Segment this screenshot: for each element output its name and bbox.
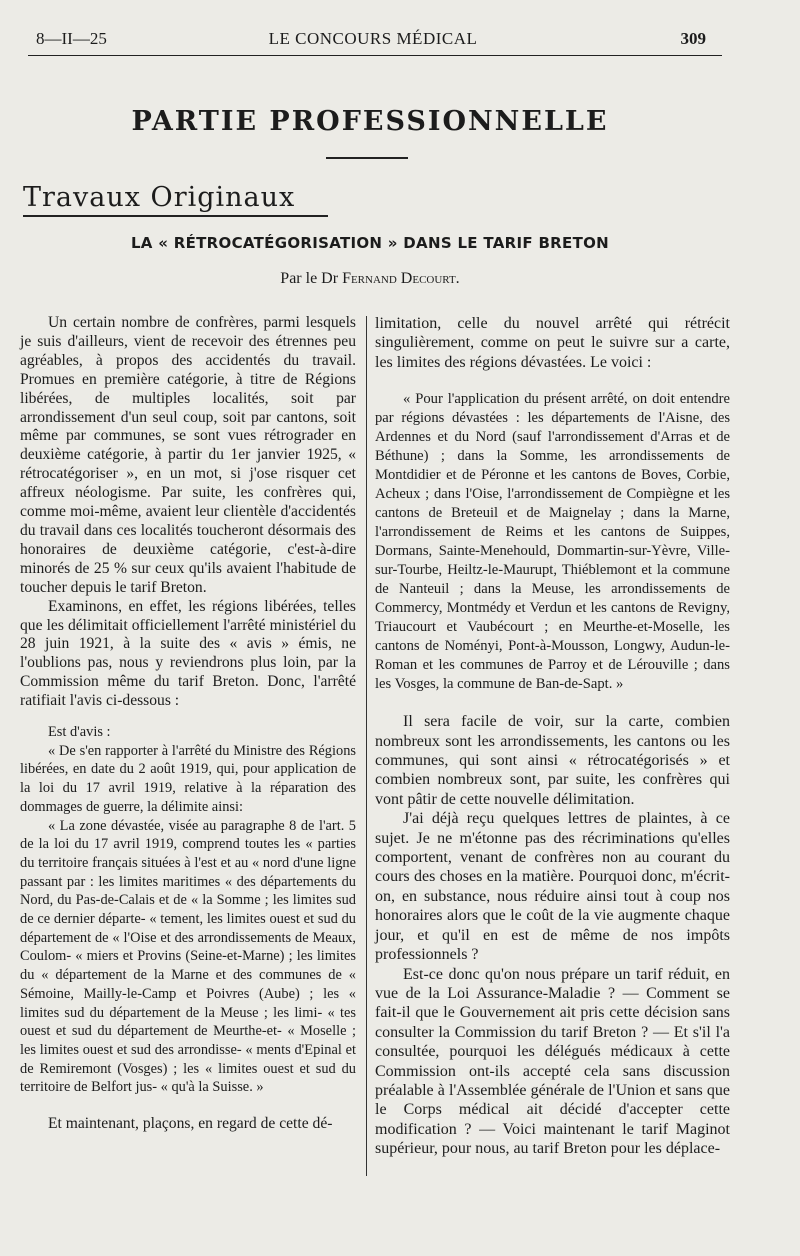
rubric-underline — [23, 215, 328, 217]
rubric-heading: Travaux Originaux — [23, 182, 296, 213]
paragraph: J'ai déjà reçu quelques lettres de plaintes, à ce sujet. Je ne m'étonne pas des récriminations qu'elles comportent, venant de confrères non au courant du cours des choses en la matière. Pourquoi donc, m'écrit-on, en substance, nous réduire ainsi tout à coup nos honoraires alors que le coût de la vie augmente chaque jour, et qu'il en est de même de nos impôts professionnels ? — [375, 810, 730, 964]
byline — [0, 270, 740, 288]
paragraph: Est-ce donc qu'on nous prépare un tarif réduit, en vue de la Loi Assurance-Maladie ? — Comment se fait-il que le Gouvernement ait pris cette décision sans consulter la Commission du tarif Breton ? — Et s'il l'a consultée, pourquoi les délégués médicaux à cette Commission ont-ils accepté cela sans discussion préalable à l'Assemblée générale de l'Union et sans que le Corps médical ait décidé d'accepter cette modification ? — Voici maintenant le tarif Maginot supérieur, pour nous, au tarif Breton pour les déplace- — [375, 965, 730, 1158]
section-title: PARTIE PROFESSIONNELLE — [131, 106, 609, 137]
paragraph: Est d'avis : — [48, 724, 111, 741]
running-head — [28, 29, 718, 51]
column-divider — [366, 316, 367, 1176]
byline-prefix: Par le Dr — [280, 270, 339, 287]
paragraph: Examinons, en effet, les régions libérées, telles que les délimitait officiellement l'arrêté ministériel du 28 juin 1921, à la suite des « avis » émis, ne l'oublions pas, nous y reviendrons plus loin, par la Commission même du tarif Breton. Donc, l'arrêté ratifiait l'avis ci-dessous : — [20, 597, 356, 710]
journal-name: LE CONCOURS MÉDICAL — [268, 29, 478, 48]
paragraph: Il sera facile de voir, sur la carte, combien nombreux sont les arrondissements, les cantons ou les communes, qui sont ainsi « rétrocatégorisés » et combien nombreux sont, par suite, les confrères qui vont pâtir de cette nouvelle délimitation. — [375, 713, 730, 808]
quote-paragraph: « De s'en rapporter à l'arrêté du Ministre des Régions libérées, en date du 2 août 1919, qui, pour application de la loi du 17 avril 1919, relative à la réparation des dommages de guerre, la délimite ainsi: — [20, 742, 356, 815]
quote-paragraph: « Pour l'application du présent arrêté, on doit entendre par régions dévastées : les départements de l'Aisne, des Ardennes et du Nord (sauf l'arrondissement d'Arras et de Béthune) ; dans la Somme, les arrondissements de Montdidier et de Péronne et les cantons de Boves, Corbie, Acheux ; dans l'Oise, l'arrondissement de Compiègne et les cantons de Breteuil et de Maignelay ; dans la Marne, l'arrondissement de Reims et les cantons de Suippes, Dormans, Sainte-Menehould, Dommartin-sur-Yèvre, Ville-sur-Tourbe, Heiltz-le-Maurupt, Thiéblemont et la commune de Nanteuil ; dans la Meuse, les arrondissements de Commercy, Montmédy et Verdun et les cantons de Revigny, Triaucourt et Vaubécourt ; en Meurthe-et-Moselle, les cantons de Noményi, Pont-à-Mousson, Longwy, Audun-le-Roman et les communes de Parroy et de Lérouville ; dans les Vosges, la commune de Ban-de-Sapt. » — [375, 391, 730, 693]
issue-date: 8—II—25 — [36, 29, 107, 48]
header-rule — [28, 55, 722, 56]
section-title-rule — [326, 157, 408, 159]
page-number: 309 — [680, 29, 706, 48]
left-column — [20, 314, 356, 1134]
paragraph: limitation, celle du nouvel arrêté qui rétrécit singulièrement, comme on peut le suivre sur a carte, les limites des régions dévastées. Le voici : — [375, 315, 730, 371]
paragraph: Un certain nombre de confrères, parmi lesquels je suis d'ailleurs, vient de recevoir des étrennes peu agréables, à propos des accidentés du travail. Promues en première catégorie, à titre de Régions libérées, de multiples localités, soit par arrondissement d'un seul coup, soit par cantons, soit même par communes, se sont vues rétrograder en deuxième catégorie, à partir du 1er janvier 1925, « rétrocatégoriser », en un mot, si j'ose risquer cet affreux néologisme. Par suite, les confrères qui, comme moi-même, avaient leur clientèle d'accidentés du travail dans ces localités toucheront désormais des honoraires de deuxième catégorie, c'est-à-dire minorés de 25 % sur ceux qu'ils avaient l'habitude de toucher depuis le tarif Breton. — [20, 314, 356, 596]
paragraph: Et maintenant, plaçons, en regard de cette dé- — [48, 1115, 333, 1133]
article-title: LA « RÉTROCATÉGORISATION » DANS LE TARIF BRETON — [130, 234, 610, 252]
right-column — [375, 314, 730, 1159]
author-name: Fernand Decourt. — [342, 270, 460, 287]
quote-paragraph: « La zone dévastée, visée au paragraphe 8 de l'art. 5 de la loi du 17 avril 1919, comprend toutes les « parties du territoire français situées à l'est et au « nord d'une ligne passant par : les limites maritimes « des départements du Nord, du Pas-de-Calais et de « la Somme ; les limites sud de ce dernier départe- « tement, les limites ouest et sud du département de « l'Oise et des arrondissements de Meaux, Coulom- « miers et Provins (Seine-et-Marne) ; les limites du « département de la Marne et des communes de « Sémoine, Mailly-le-Camp et Poivres (Aube) ; les « limites sud du département de la Meuse ; les limi- « tes ouest et sud du département de Meurthe-et- « Moselle ; les limites ouest et sud des arrondisse- « ments d'Epinal et de Remiremont (Vosges) ; les « limites ouest et sud du territoire de Belfort jus- « qu'à la Suisse. » — [20, 817, 356, 1096]
